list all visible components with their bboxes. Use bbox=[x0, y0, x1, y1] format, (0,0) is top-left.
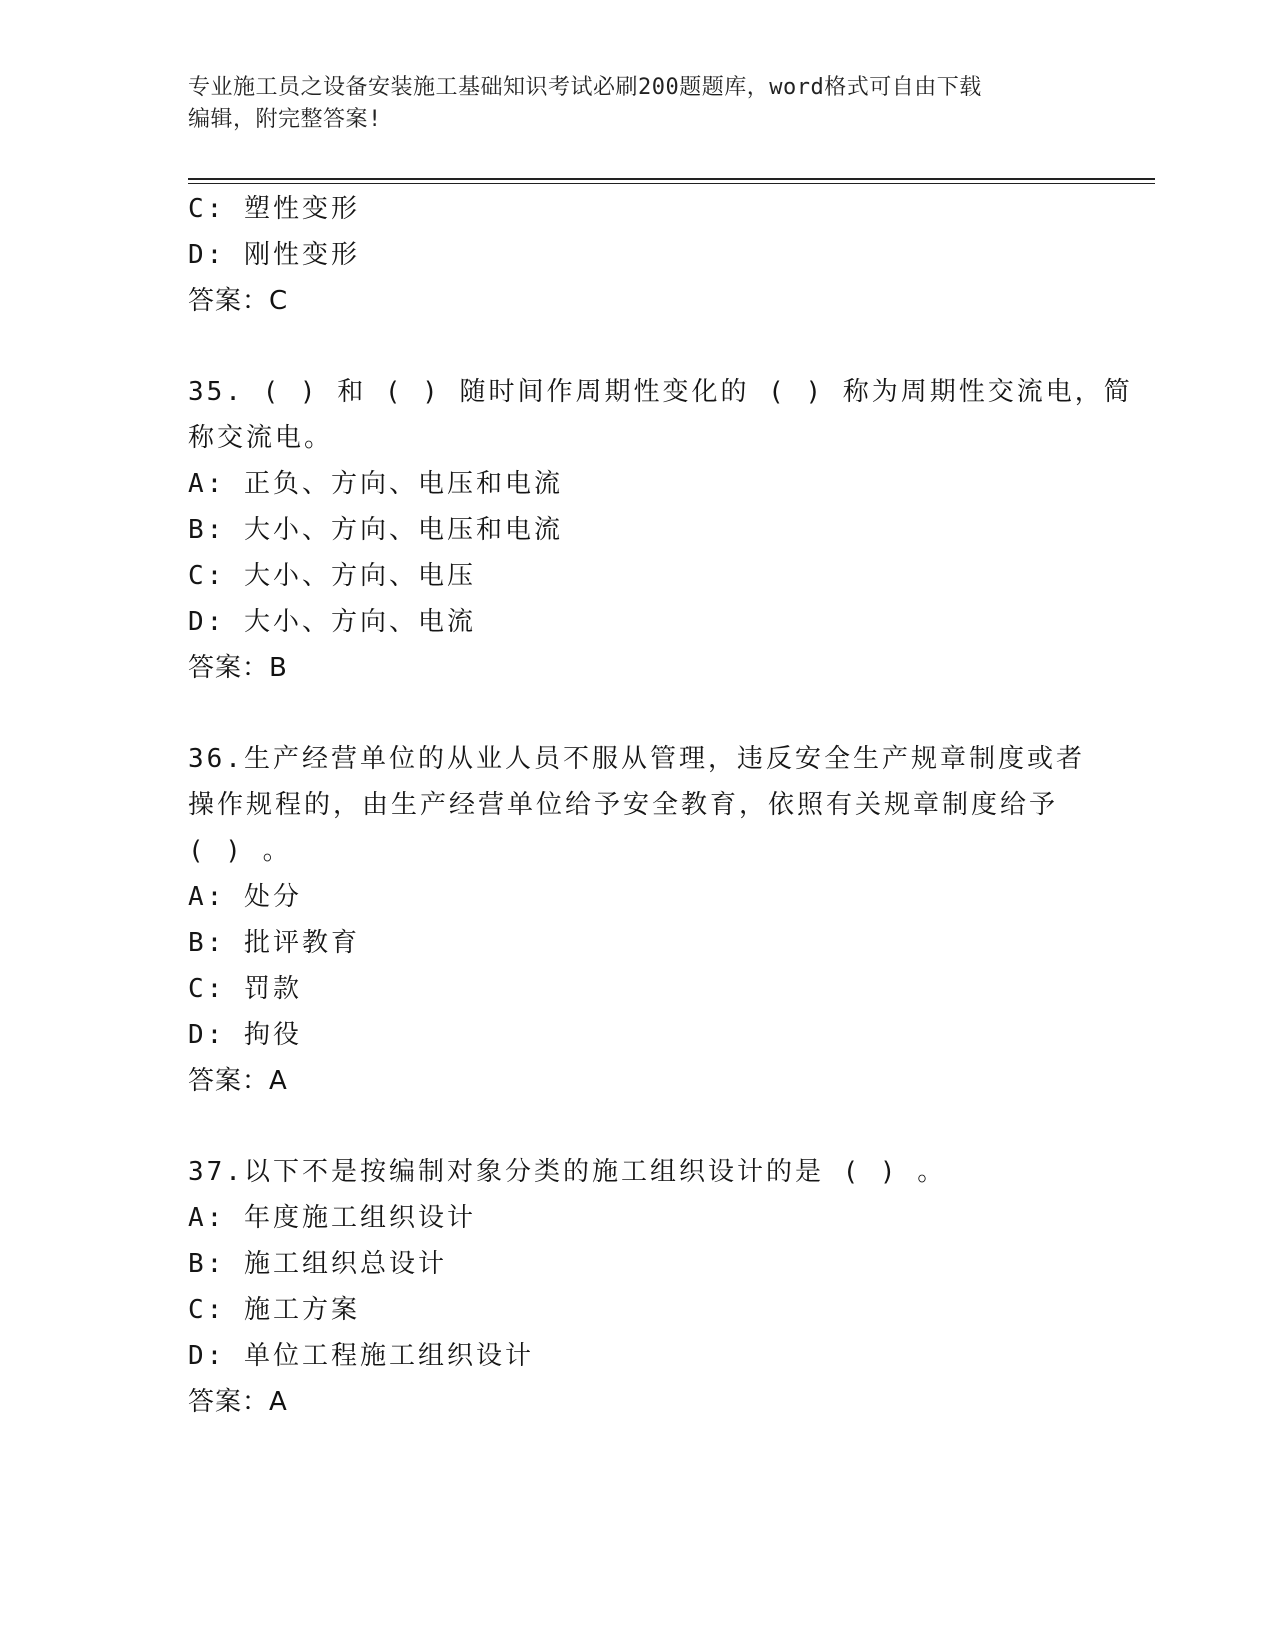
spacer bbox=[188, 691, 1088, 736]
option-d: D: 大小、方向、电流 bbox=[188, 607, 476, 637]
option-a: A: 处分 bbox=[188, 882, 302, 912]
header-title-line-1: 专业施工员之设备安装施工基础知识考试必刷200题题库，word格式可自由下载 bbox=[188, 75, 982, 100]
option-d: D: 拘役 bbox=[188, 1020, 302, 1050]
option-b: B: 施工组织总设计 bbox=[188, 1249, 447, 1279]
option-c: C: 大小、方向、电压 bbox=[188, 561, 476, 591]
question-stem-line: 36.生产经营单位的从业人员不服从管理，违反安全生产规章制度或者 bbox=[188, 744, 1085, 774]
option-d: D: 单位工程施工组织设计 bbox=[188, 1341, 534, 1371]
header-title-line-2: 编辑，附完整答案! bbox=[188, 107, 382, 132]
answer-line: 答案：A bbox=[188, 1066, 288, 1096]
option-a: A: 正负、方向、电压和电流 bbox=[188, 469, 563, 499]
option-b: B: 批评教育 bbox=[188, 928, 360, 958]
question-stem-line: 称交流电。 bbox=[188, 423, 334, 453]
option-c: C: 罚款 bbox=[188, 974, 302, 1004]
answer-line: 答案：C bbox=[188, 286, 289, 316]
option-c: C: 塑性变形 bbox=[188, 194, 360, 224]
question-stem-line: ( ) 。 bbox=[188, 836, 292, 866]
question-stem-line: 操作规程的，由生产经营单位给予安全教育，依照有关规章制度给予 bbox=[188, 790, 1059, 820]
question-36 bbox=[188, 736, 1088, 1104]
document-body bbox=[188, 186, 1133, 1425]
question-stem-line: 37.以下不是按编制对象分类的施工组织设计的是 ( ) 。 bbox=[188, 1157, 947, 1187]
header-divider-thick bbox=[188, 178, 1155, 180]
question-34-continued bbox=[188, 186, 1088, 324]
question-35 bbox=[188, 369, 1133, 691]
page-header bbox=[188, 72, 1078, 136]
option-b: B: 大小、方向、电压和电流 bbox=[188, 515, 563, 545]
spacer bbox=[188, 324, 1088, 369]
option-d: D: 刚性变形 bbox=[188, 240, 360, 270]
question-stem-line: 35. ( ) 和 ( ) 随时间作周期性变化的 ( ) 称为周期性交流电，简 bbox=[188, 377, 1133, 407]
spacer bbox=[188, 1104, 1088, 1149]
answer-line: 答案：A bbox=[188, 1387, 288, 1417]
question-37 bbox=[188, 1149, 1088, 1425]
answer-line: 答案：B bbox=[188, 653, 288, 683]
header-divider-thin bbox=[188, 183, 1155, 184]
option-c: C: 施工方案 bbox=[188, 1295, 360, 1325]
option-a: A: 年度施工组织设计 bbox=[188, 1203, 476, 1233]
